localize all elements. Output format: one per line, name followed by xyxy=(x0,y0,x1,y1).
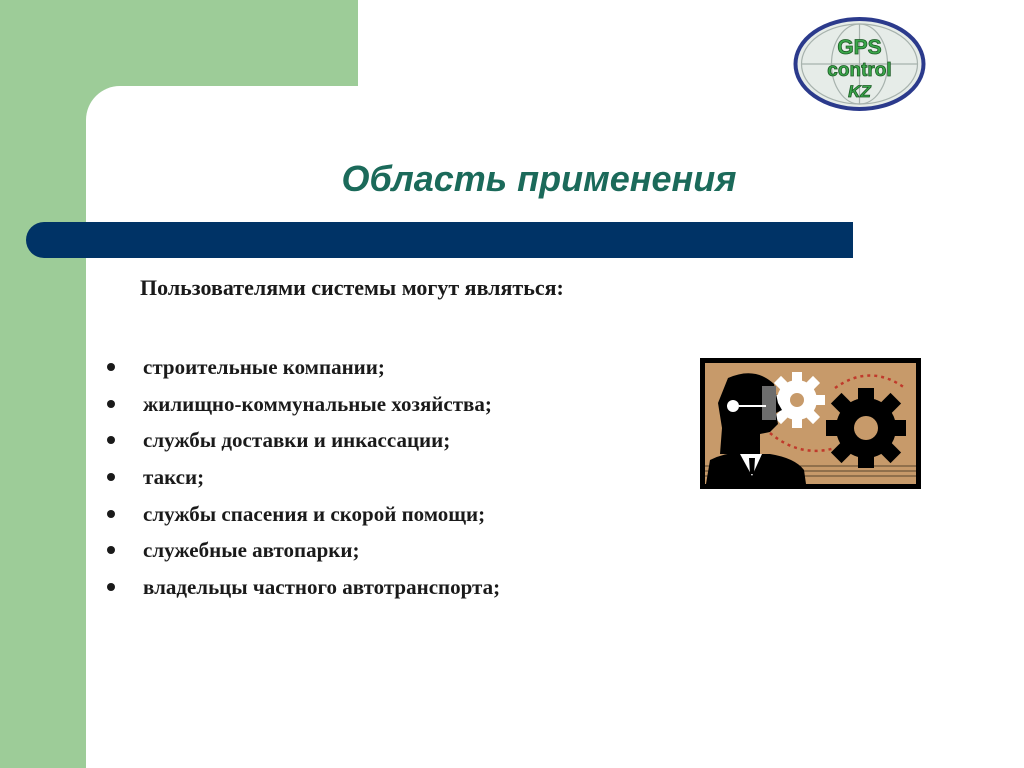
bullet-icon xyxy=(107,510,115,518)
logo-text-gps: GPS xyxy=(837,36,882,59)
title-underline-bar xyxy=(26,222,853,258)
list-item xyxy=(104,499,500,536)
bullet-icon xyxy=(107,436,115,444)
list-item-text: жилищно-коммунальные хозяйства; xyxy=(143,391,492,416)
bullet-icon xyxy=(107,546,115,554)
slide-title: Область применения xyxy=(341,158,737,199)
list-item-text: службы спасения и скорой помощи; xyxy=(143,501,486,526)
users-list xyxy=(104,352,500,609)
bullet-icon xyxy=(107,473,115,481)
slide-subtitle: Пользователями системы могут являться: xyxy=(140,275,564,300)
list-item xyxy=(104,425,500,462)
bullet-icon xyxy=(107,400,115,408)
list-item xyxy=(104,535,500,572)
list-item-text: владельцы частного автотранспорта; xyxy=(143,575,501,600)
gps-control-logo xyxy=(793,17,926,111)
list-item-text: такси; xyxy=(143,465,205,490)
bullet-icon xyxy=(107,363,115,371)
list-item-text: строительные компании; xyxy=(143,355,385,379)
list-item xyxy=(104,389,500,426)
list-item-text: службы доставки и инкассации; xyxy=(143,428,451,453)
logo-text-control: control xyxy=(827,60,892,81)
list-item xyxy=(104,352,500,389)
list-item xyxy=(104,462,500,499)
logo-text-kz: KZ xyxy=(848,82,871,101)
list-item-text: служебные автопарки; xyxy=(143,538,360,563)
bullet-icon xyxy=(107,583,115,591)
list-item xyxy=(104,572,500,609)
businessman-gears-icon xyxy=(700,358,921,489)
